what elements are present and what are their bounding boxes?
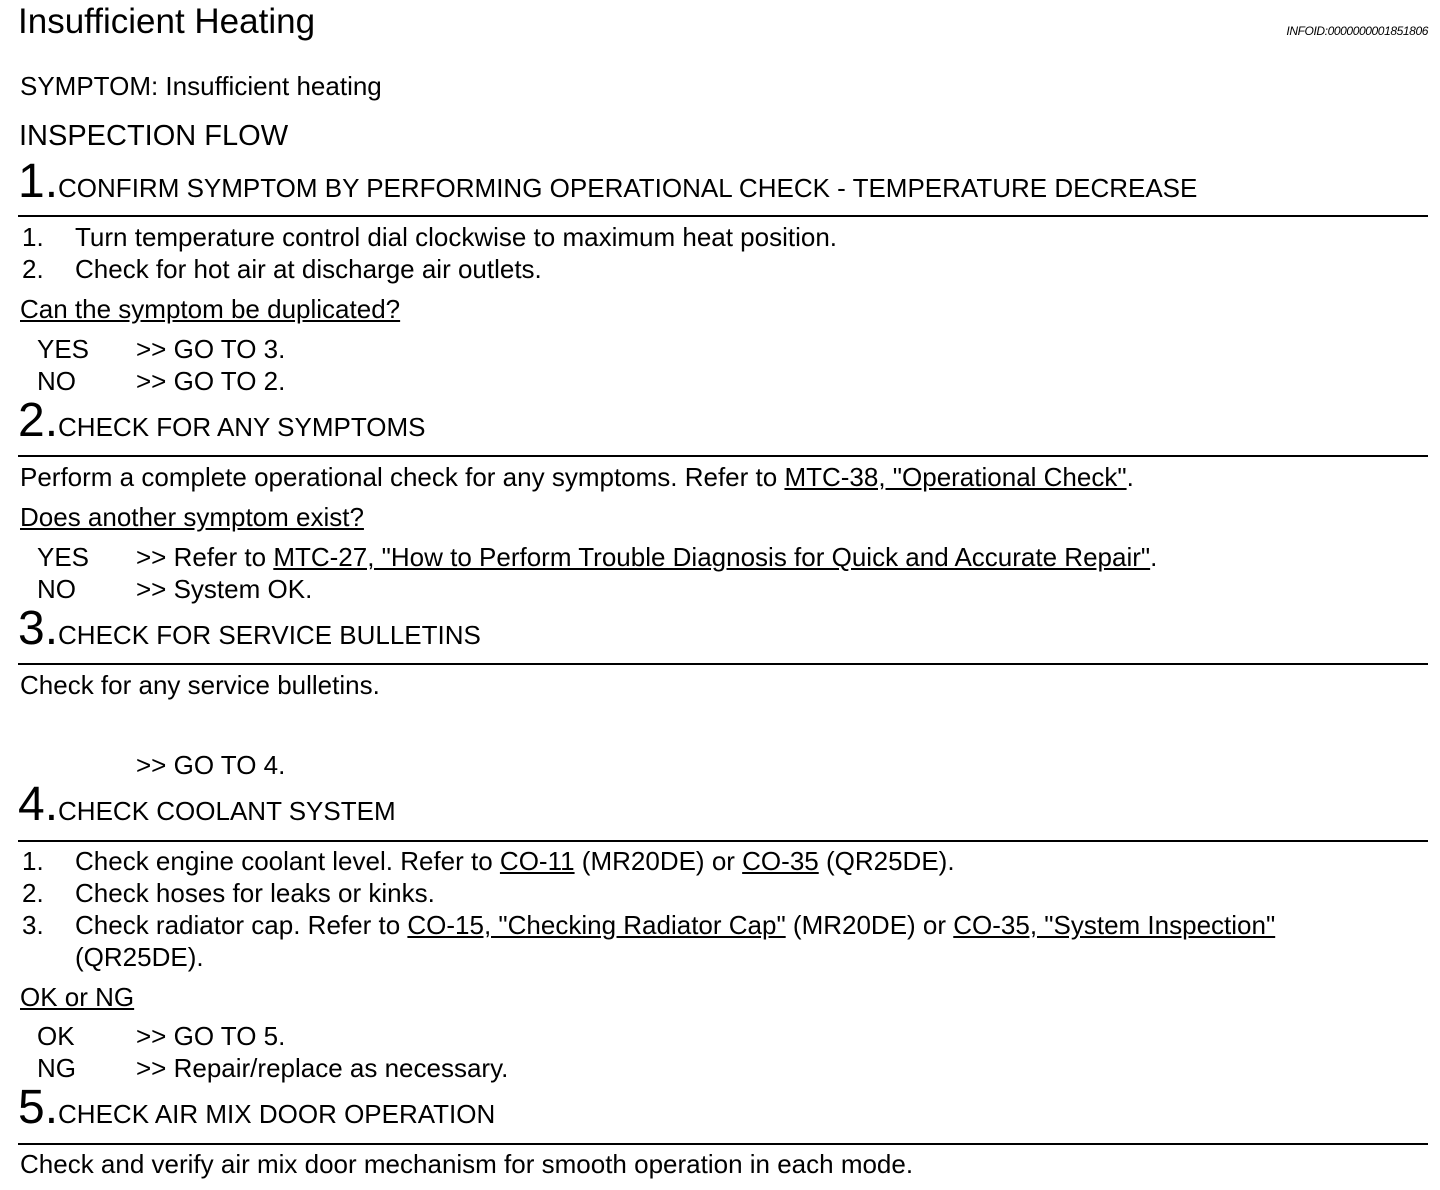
answer-label: NG [37,1053,76,1083]
text-post: (QR25DE). [818,846,955,876]
list-item-text: Turn temperature control dial clockwise to maximum heat position. [75,222,838,252]
step-title: CHECK COOLANT SYSTEM [58,796,396,826]
list-item-text: Check for hot air at discharge air outlets. [75,254,542,284]
answer-action [136,541,1157,573]
answer-label: YES [37,334,90,364]
step-title: CONFIRM SYMPTOM BY PERFORMING OPERATIONAL CHECK - TEMPERATURE DECREASE [58,173,1198,203]
text-mid: (MR20DE) or [574,846,743,876]
step-number: 2. [18,394,59,447]
answer-action: >> System OK. [136,574,313,604]
page-title: Insufficient Heating [18,2,316,41]
answer-action: >> GO TO 2. [136,366,286,396]
action-pre: >> Refer to [136,542,274,572]
step-divider [18,215,1428,217]
list-item-number: 2. [22,254,44,284]
step-text [20,461,1134,493]
list-item-number: 3. [22,910,44,940]
step-question: Can the symptom be duplicated? [20,294,401,324]
step-4-heading [18,778,396,831]
step-2-heading [18,394,426,447]
list-item-text [75,909,1275,941]
step-number: 3. [18,602,59,655]
step-title: CHECK AIR MIX DOOR OPERATION [58,1099,496,1129]
step-divider [18,663,1428,665]
list-item-text: Check hoses for leaks or kinks. [75,878,435,908]
text-pre: Check radiator cap. Refer to [75,910,408,940]
step-divider [18,1143,1428,1145]
step-text: Check for any service bulletins. [20,670,380,700]
answer-action: >> Repair/replace as necessary. [136,1053,509,1083]
text-mid: (MR20DE) or [785,910,954,940]
answer-action: >> GO TO 4. [136,750,286,780]
reference-link[interactable]: MTC-38, "Operational Check" [784,462,1127,492]
step-3-heading [18,602,481,655]
step-question: OK or NG [20,982,135,1012]
list-item-number: 1. [22,846,44,876]
text-post: . [1126,462,1134,492]
step-1-heading [18,155,1198,208]
list-item-text [75,845,955,877]
list-item-number: 2. [22,878,44,908]
answer-label: OK [37,1021,75,1051]
step-5-heading [18,1081,496,1134]
list-item-continuation: (QR25DE). [75,942,204,972]
step-title: CHECK FOR ANY SYMPTOMS [58,412,426,442]
reference-link[interactable]: CO-15, "Checking Radiator Cap" [407,910,786,940]
reference-link[interactable]: CO-11 [499,846,575,876]
text-pre: Check engine coolant level. Refer to [75,846,500,876]
step-number: 4. [18,778,59,831]
step-divider [18,455,1428,457]
step-number: 5. [18,1081,59,1134]
inspection-flow-heading: INSPECTION FLOW [19,120,289,152]
step-text: Check and verify air mix door mechanism for smooth operation in each mode. [20,1149,914,1179]
step-number: 1. [18,155,59,208]
step-question: Does another symptom exist? [20,502,364,532]
answer-action: >> GO TO 5. [136,1021,286,1051]
step-title: CHECK FOR SERVICE BULLETINS [58,620,481,650]
info-id: INFOID:0000000001851806 [1286,24,1428,38]
step-divider [18,840,1428,842]
reference-link[interactable]: CO-35 [742,846,819,876]
answer-label: NO [37,366,76,396]
symptom-line: SYMPTOM: Insufficient heating [20,71,382,101]
list-item-number: 1. [22,222,44,252]
action-post: . [1150,542,1158,572]
reference-link[interactable]: CO-35, "System Inspection" [953,910,1276,940]
text-pre: Perform a complete operational check for any symptoms. Refer to [20,462,785,492]
answer-label: YES [37,542,90,572]
answer-label: NO [37,574,76,604]
reference-link[interactable]: MTC-27, "How to Perform Trouble Diagnosis for Quick and Accurate Repair" [273,542,1151,572]
answer-action: >> GO TO 3. [136,334,286,364]
